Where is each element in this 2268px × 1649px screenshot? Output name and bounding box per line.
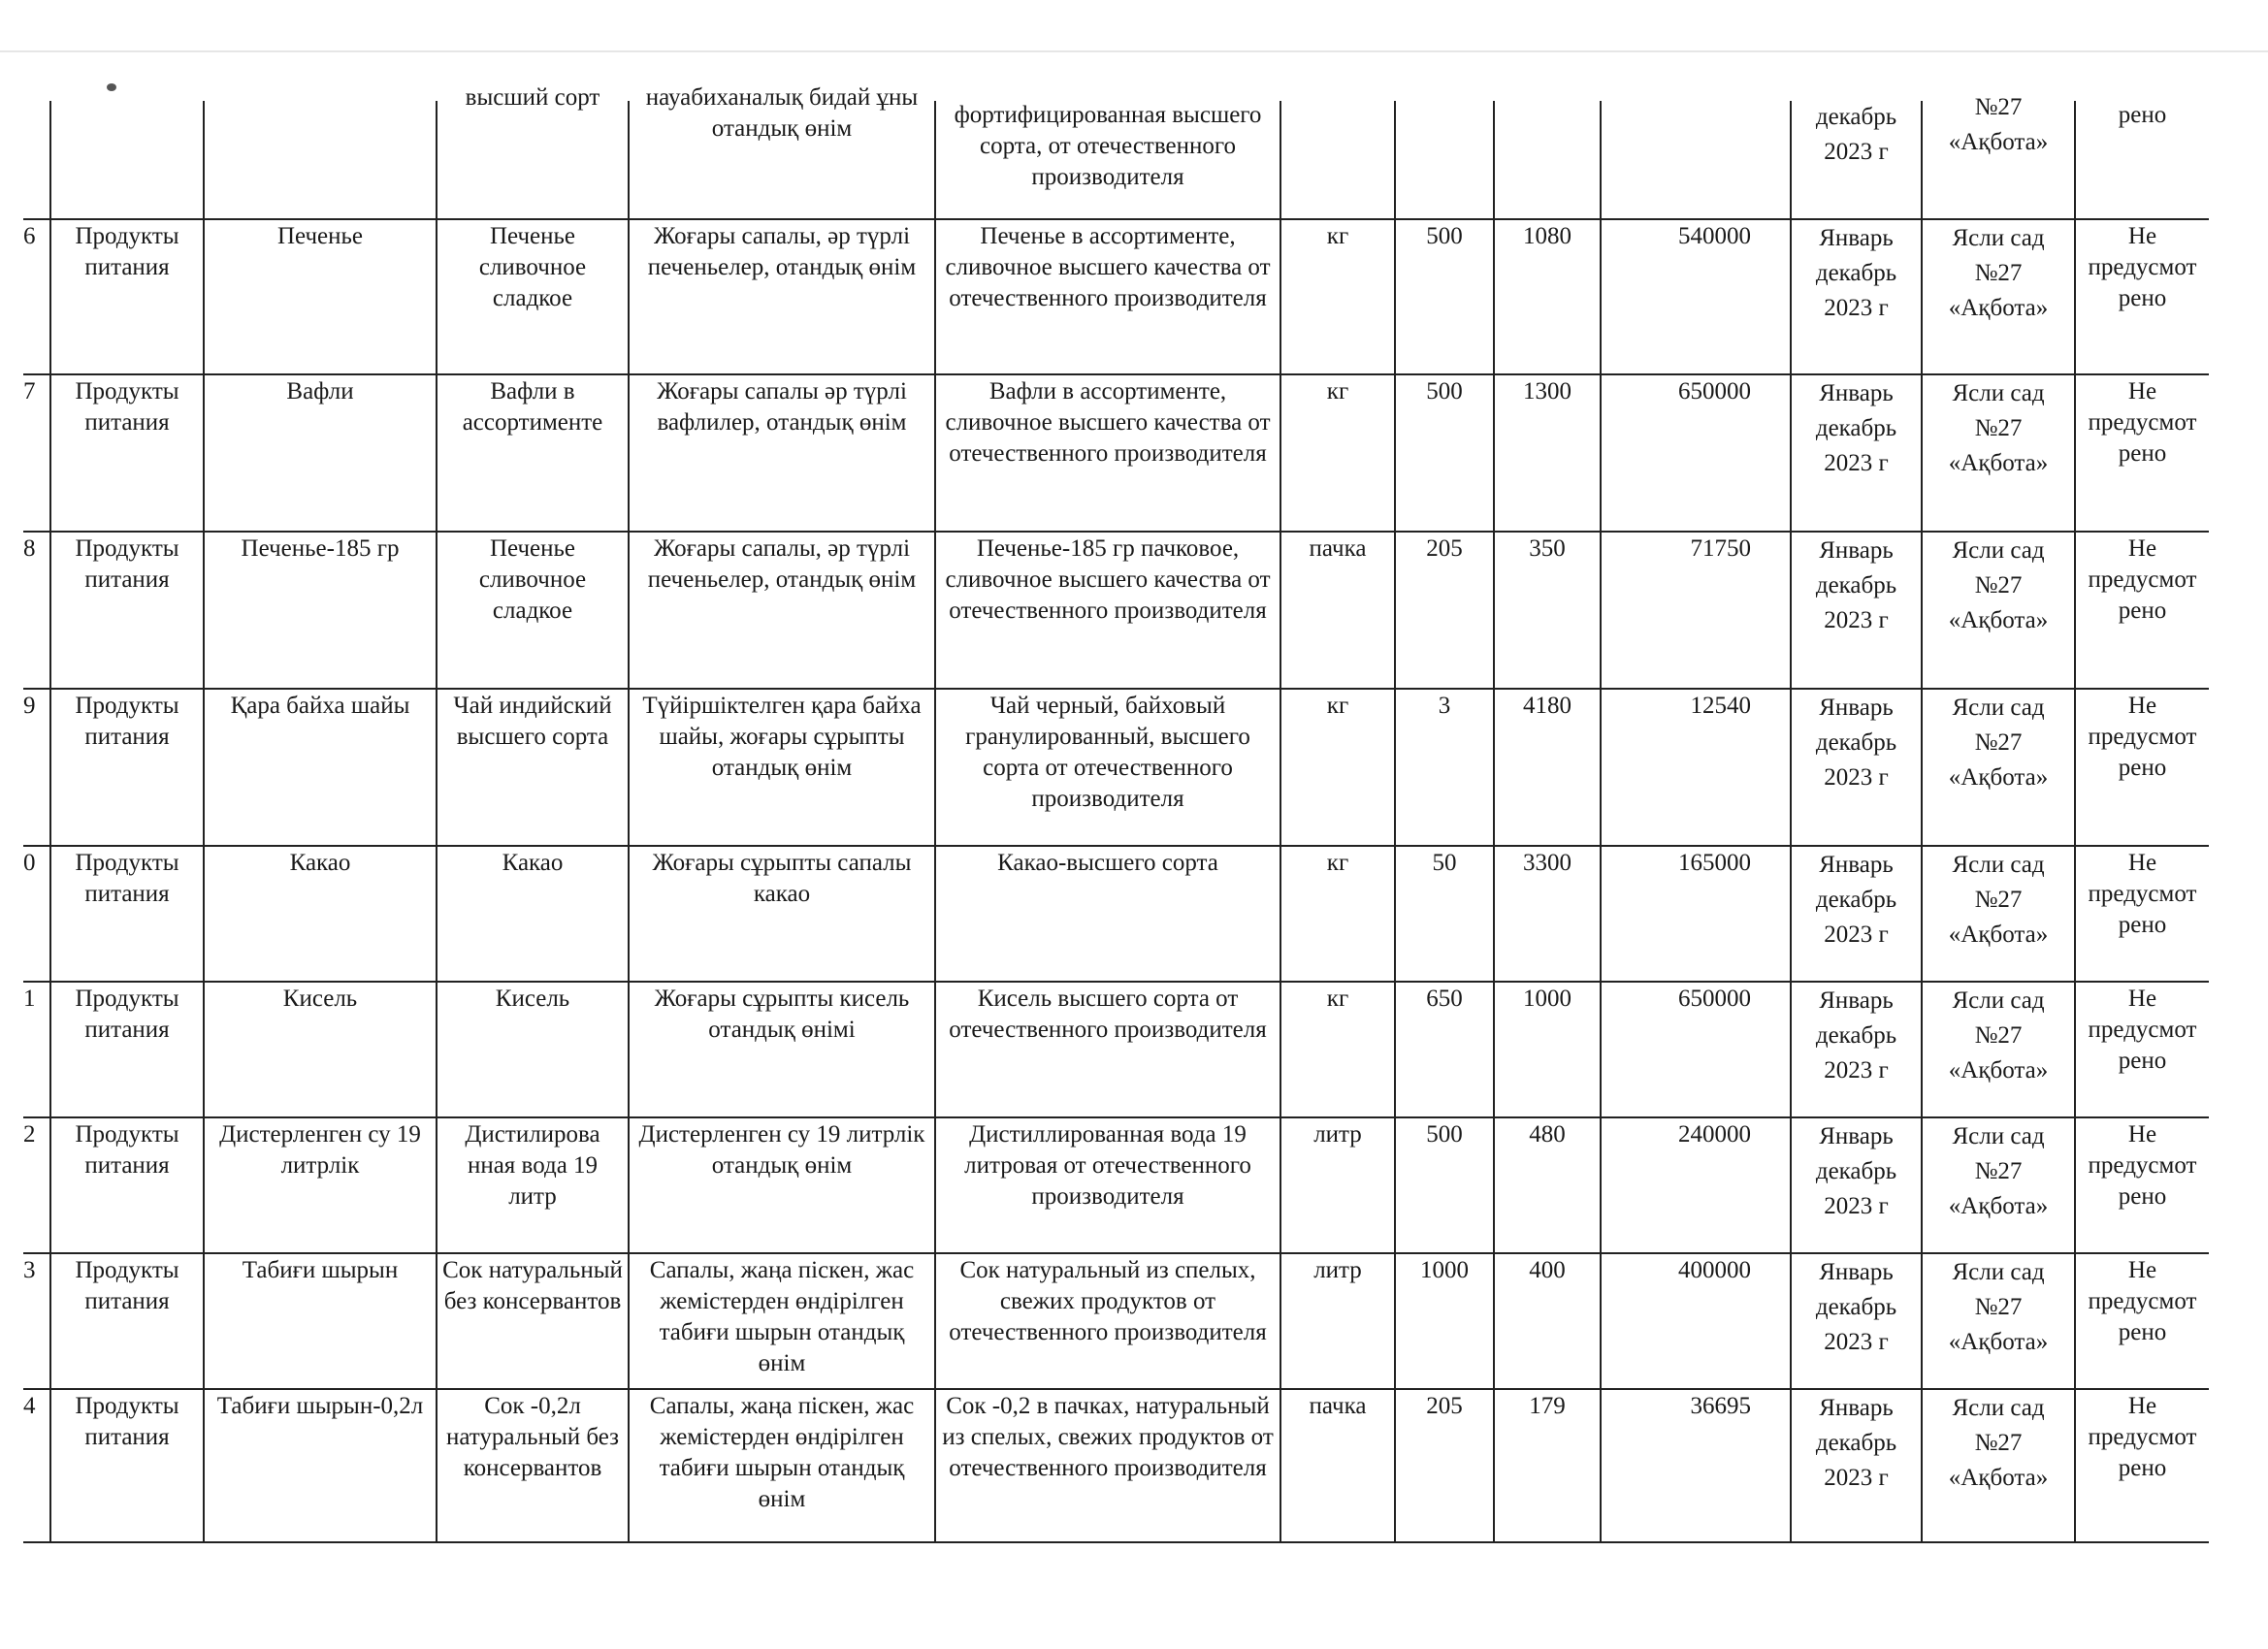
cell-char-ru [935,101,1280,219]
cell-name-kz: Вафли [204,374,437,532]
cell-place: Ясли сад №27 «Ақбота» [1922,846,2075,982]
cell-type: Продукты питания [50,1389,204,1542]
cell-char-ru: Вафли в ассортименте, сливочное высшего качества от отечественного производителя [935,374,1280,532]
cell-type [50,101,204,219]
cell-name-ru: Вафли в ассортименте [437,374,629,532]
cell-advance: Не предусмот рено [2075,532,2209,689]
cell-type: Продукты питания [50,982,204,1117]
cell-unit: литр [1280,1253,1395,1389]
cell-sum: 36695 [1601,1389,1791,1542]
cell-unit: кг [1280,219,1395,374]
cell-name-ru [437,84,629,219]
cell-char-ru-text: фортифицированная высшего сорта, от отечественного производителя [954,102,1262,190]
cell-qty: 205 [1395,532,1494,689]
cell-char-kz: Дистерленген су 19 литрлік отандық өнім [629,1117,935,1253]
cell-no: 7 [23,374,50,532]
cell-char-ru: Сок -0,2 в пачках, натуральный из спелых, свежих продуктов от отечественного производителя [935,1389,1280,1542]
cell-advance: Не предусмот рено [2075,982,2209,1117]
cell-char-kz: Түйіршіктелген қара байха шайы, жоғары сұрыпты отандық өнім [629,689,935,846]
cell-qty: 500 [1395,374,1494,532]
cell-qty: 50 [1395,846,1494,982]
table-row [23,1253,2209,1389]
cell-period [1791,101,1922,219]
cell-type: Продукты питания [50,1253,204,1389]
cell-name-ru: Печенье сливочное сладкое [437,219,629,374]
cell-place: Ясли сад №27 «Ақбота» [1922,689,2075,846]
cell-sum: 650000 [1601,374,1791,532]
cell-char-kz: Жоғары сапалы әр түрлі вафлилер, отандық өнім [629,374,935,532]
cell-no: 8 [23,532,50,689]
table-row [23,1117,2209,1253]
cell-sum: 540000 [1601,219,1791,374]
cell-place: Ясли сад №27 «Ақбота» [1922,1389,2075,1542]
cell-char-ru: Какао-высшего сорта [935,846,1280,982]
cell-char-kz: Жоғары сапалы, әр түрлі печеньелер, отандық өнім [629,219,935,374]
cell-name-kz: Печенье-185 гр [204,532,437,689]
cell-sum: 165000 [1601,846,1791,982]
cell-place: Ясли сад №27 «Ақбота» [1922,532,2075,689]
cell-period: Январь декабрь 2023 г [1791,374,1922,532]
cell-name-ru: Кисель [437,982,629,1117]
cell-price: 350 [1494,532,1601,689]
cell-place: Ясли сад №27 «Ақбота» [1922,1253,2075,1389]
cell-char-ru: Кисель высшего сорта от отечественного производителя [935,982,1280,1117]
cell-price: 480 [1494,1117,1601,1253]
cell-qty: 205 [1395,1389,1494,1542]
cell-char-kz-text: науабиханалық бидай ұны отандық өнім [645,84,919,142]
cell-period: Январь декабрь 2023 г [1791,532,1922,689]
scan-edge [0,50,2268,52]
cell-no: 4 [23,1389,50,1542]
cell-advance: Не предусмот рено [2075,219,2209,374]
cell-char-kz: Жоғары сұрыпты кисель отандық өнімі [629,982,935,1117]
cell-char-ru: Сок натуральный из спелых, свежих продуктов от отечественного производителя [935,1253,1280,1389]
cell-unit [1280,101,1395,219]
cell-price: 179 [1494,1389,1601,1542]
cell-unit: пачка [1280,532,1395,689]
cell-price: 3300 [1494,846,1601,982]
table-row [23,846,2209,982]
cell-char-kz: Сапалы, жаңа піскен, жас жемістерден өндірілген табиғи шырын отандық өнім [629,1253,935,1389]
cell-period: Январь декабрь 2023 г [1791,1253,1922,1389]
cell-unit: кг [1280,374,1395,532]
cell-unit: кг [1280,846,1395,982]
cell-char-ru: Чай черный, байховый гранулированный, высшего сорта от отечественного производителя [935,689,1280,846]
cell-name-ru: Чай индийский высшего сорта [437,689,629,846]
cell-name-kz: Печенье [204,219,437,374]
cell-price: 1000 [1494,982,1601,1117]
table-row [23,689,2209,846]
cell-type: Продукты питания [50,374,204,532]
cell-char-ru: Печенье-185 гр пачковое, сливочное высшего качества от отечественного производителя [935,532,1280,689]
cell-no: 1 [23,982,50,1117]
cell-name-kz [204,101,437,219]
cell-type: Продукты питания [50,846,204,982]
cell-sum: 240000 [1601,1117,1791,1253]
table-row [23,982,2209,1117]
cell-period: Январь декабрь 2023 г [1791,846,1922,982]
cell-advance [2075,101,2209,219]
cell-unit: кг [1280,689,1395,846]
cell-advance: Не предусмот рено [2075,1117,2209,1253]
cell-name-ru: Печенье сливочное сладкое [437,532,629,689]
cell-type: Продукты питания [50,1117,204,1253]
table-row [23,374,2209,532]
cell-period-text: декабрь 2023 г [1815,104,1897,165]
cell-advance: Не предусмот рено [2075,1253,2209,1389]
cell-place: Ясли сад №27 «Ақбота» [1922,374,2075,532]
cell-no [23,101,50,219]
table-row [23,219,2209,374]
cell-advance-text: рено [2118,102,2167,128]
table-row [23,1389,2209,1542]
cell-name-kz: Кисель [204,982,437,1117]
cell-advance: Не предусмот рено [2075,1389,2209,1542]
cell-name-kz: Табиғи шырын [204,1253,437,1389]
cell-char-ru: Дистиллированная вода 19 литровая от отечественного производителя [935,1117,1280,1253]
cell-sum: 400000 [1601,1253,1791,1389]
cell-name-ru-text: высший сорт [465,84,600,111]
cell-price: 400 [1494,1253,1601,1389]
cell-no: 2 [23,1117,50,1253]
cell-sum: 71750 [1601,532,1791,689]
cell-no: 6 [23,219,50,374]
cell-place [1922,94,2075,219]
cell-char-kz: Жоғары сұрыпты сапалы какао [629,846,935,982]
cell-place: Ясли сад №27 «Ақбота» [1922,219,2075,374]
cell-char-kz: Жоғары сапалы, әр түрлі печеньелер, отандық өнім [629,532,935,689]
cell-char-kz: Сапалы, жаңа піскен, жас жемістерден өндірілген табиғи шырын отандық өнім [629,1389,935,1542]
cell-price: 1300 [1494,374,1601,532]
cell-unit: кг [1280,982,1395,1117]
cell-type: Продукты питания [50,532,204,689]
cell-place: Ясли сад №27 «Ақбота» [1922,982,2075,1117]
cell-period: Январь декабрь 2023 г [1791,982,1922,1117]
cell-period: Январь декабрь 2023 г [1791,1117,1922,1253]
cell-name-kz: Табиғи шырын-0,2л [204,1389,437,1542]
cell-qty: 500 [1395,219,1494,374]
cell-char-ru: Печенье в ассортименте, сливочное высшего качества от отечественного производителя [935,219,1280,374]
cell-advance: Не предусмот рено [2075,374,2209,532]
cell-qty [1395,101,1494,219]
cell-place-text: №27 «Ақбота» [1948,94,2049,155]
cell-no: 3 [23,1253,50,1389]
cell-period: Январь декабрь 2023 г [1791,219,1922,374]
table-row-partial [23,101,2209,219]
cell-advance: Не предусмот рено [2075,846,2209,982]
cell-qty: 500 [1395,1117,1494,1253]
cell-price [1494,101,1601,219]
cell-period: Январь декабрь 2023 г [1791,1389,1922,1542]
cell-qty: 3 [1395,689,1494,846]
cell-sum: 650000 [1601,982,1791,1117]
cell-name-ru: Сок натуральный без консервантов [437,1253,629,1389]
scan-speck [107,83,116,91]
cell-type: Продукты питания [50,219,204,374]
cell-price: 1080 [1494,219,1601,374]
table-row [23,532,2209,689]
cell-no: 0 [23,846,50,982]
cell-sum: 12540 [1601,689,1791,846]
cell-qty: 650 [1395,982,1494,1117]
cell-qty: 1000 [1395,1253,1494,1389]
cell-type: Продукты питания [50,689,204,846]
cell-unit: пачка [1280,1389,1395,1542]
cell-price: 4180 [1494,689,1601,846]
cell-unit: литр [1280,1117,1395,1253]
cell-sum [1601,101,1791,219]
procurement-table [23,84,2209,1543]
cell-advance: Не предусмот рено [2075,689,2209,846]
cell-place: Ясли сад №27 «Ақбота» [1922,1117,2075,1253]
cell-name-kz: Қара байха шайы [204,689,437,846]
cell-no: 9 [23,689,50,846]
cell-name-ru: Какао [437,846,629,982]
cell-name-ru: Дистилирова нная вода 19 литр [437,1117,629,1253]
cell-name-kz: Какао [204,846,437,982]
cell-char-kz [629,84,935,219]
cell-name-kz: Дистерленген су 19 литрлік [204,1117,437,1253]
cell-name-ru: Сок -0,2л натуральный без консервантов [437,1389,629,1542]
cell-period: Январь декабрь 2023 г [1791,689,1922,846]
